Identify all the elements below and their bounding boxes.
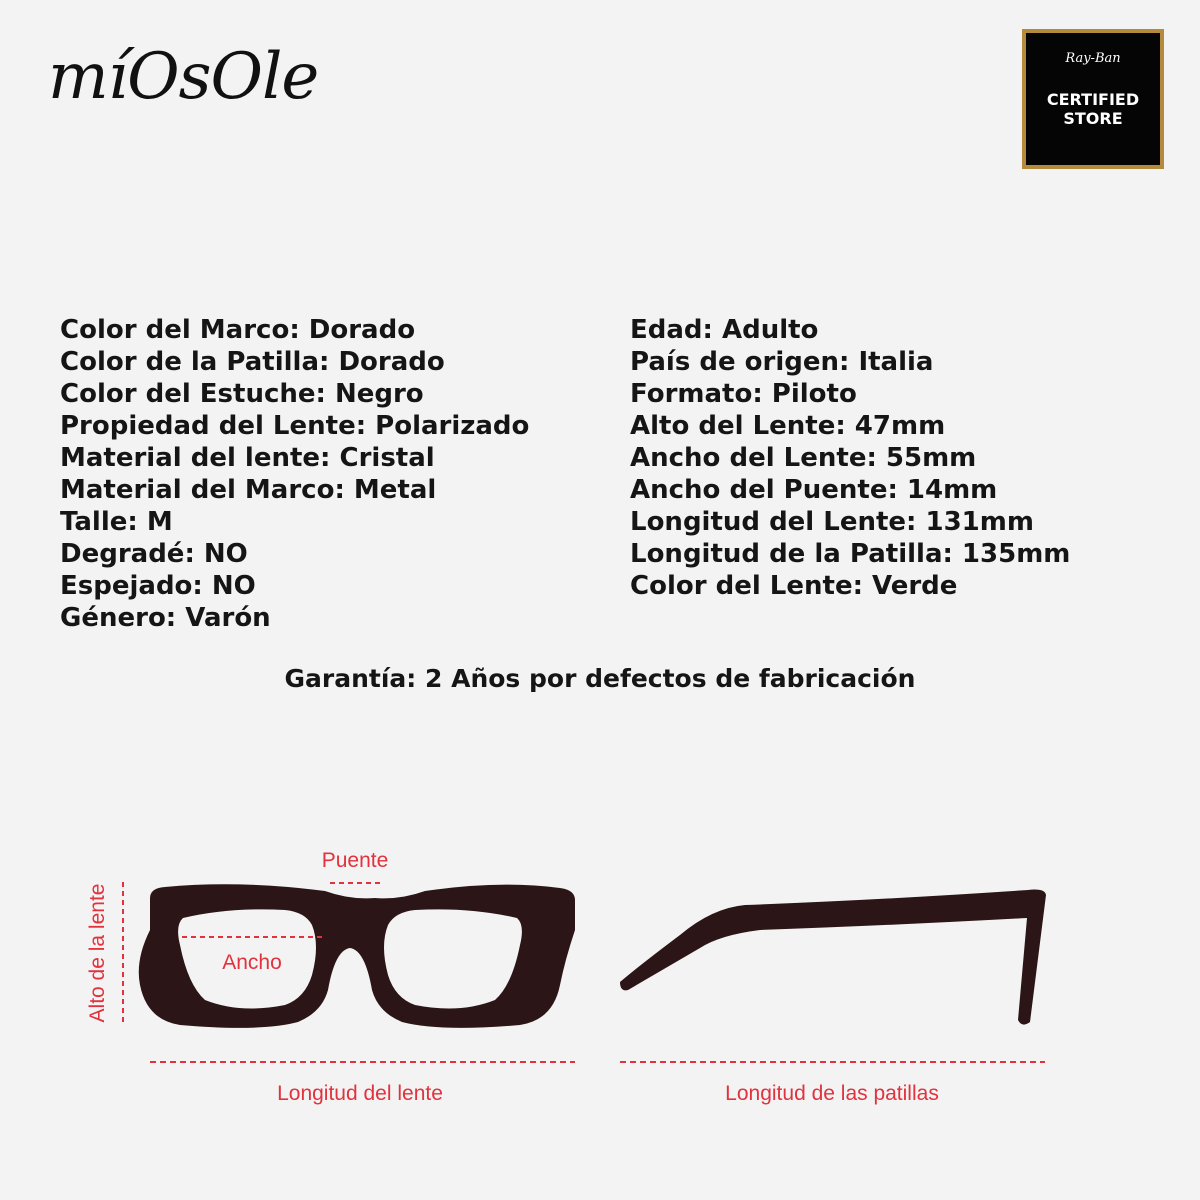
warranty-text: Garantía: 2 Años por defectos de fabricación (284, 664, 916, 693)
ray-ban-logo: Ray-Ban (1065, 51, 1121, 66)
spec-item: Degradé: NO (60, 539, 248, 569)
spec-item: Color de la Patilla: Dorado (60, 347, 445, 377)
spec-item: Material del lente: Cristal (60, 443, 435, 473)
spec-item: Alto del Lente: 47mm (630, 411, 946, 441)
spec-item: Longitud de la Patilla: 135mm (630, 539, 1071, 569)
ancho-label: Ancho (222, 951, 282, 974)
certified-store-text (1047, 90, 1139, 128)
badge-line-1: CERTIFIED (1046, 90, 1140, 109)
spec-item: Color del Marco: Dorado (60, 315, 416, 345)
glasses-front-icon (139, 884, 575, 1028)
glasses-side-icon (620, 890, 1046, 1025)
spec-item: Espejado: NO (60, 571, 256, 601)
spec-item: Ancho del Puente: 14mm (630, 475, 998, 505)
longitud-patillas-label: Longitud de las patillas (725, 1082, 939, 1105)
certified-store-badge (1022, 29, 1164, 169)
spec-item: Ancho del Lente: 55mm (630, 443, 977, 473)
spec-item: Edad: Adulto (630, 315, 819, 345)
longitud-lente-label: Longitud del lente (277, 1082, 443, 1105)
spec-list-right (630, 314, 1070, 602)
spec-item: Talle: M (60, 507, 173, 537)
spec-item: Propiedad del Lente: Polarizado (60, 411, 530, 441)
miosole-logo: míOsOle (48, 40, 319, 114)
spec-item: Color del Lente: Verde (630, 571, 958, 601)
spec-item: Longitud del Lente: 131mm (630, 507, 1034, 537)
alto-label: Alto de la lente (86, 883, 109, 1023)
puente-label: Puente (321, 849, 389, 872)
spec-item: País de origen: Italia (630, 347, 934, 377)
spec-item: Color del Estuche: Negro (60, 379, 424, 409)
glasses-measurement-diagram (0, 840, 1200, 1140)
spec-item: Material del Marco: Metal (60, 475, 437, 505)
spec-item: Género: Varón (60, 603, 271, 633)
spec-list-left (60, 314, 529, 634)
spec-item: Formato: Piloto (630, 379, 857, 409)
badge-line-2: STORE (1063, 109, 1123, 128)
